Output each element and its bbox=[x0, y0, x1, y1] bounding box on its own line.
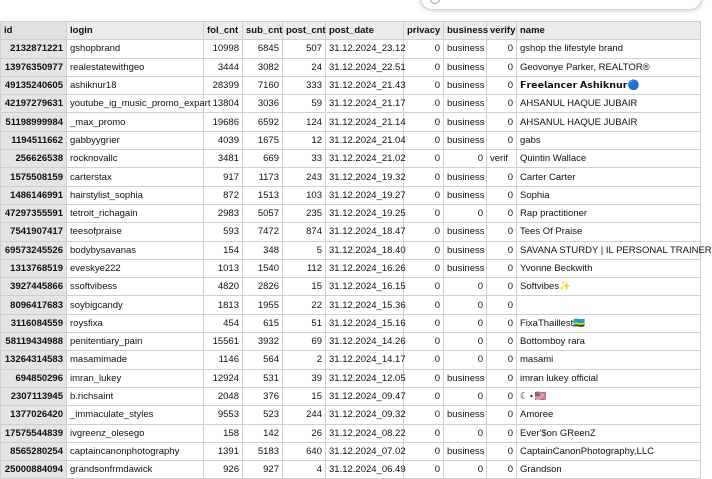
cell-login[interactable]: roysfixa bbox=[67, 314, 204, 332]
cell-name[interactable]: AHSANUL HAQUE JUBAIR bbox=[517, 113, 701, 131]
cell-sub-cnt[interactable]: 531 bbox=[243, 369, 283, 387]
table-row[interactable] bbox=[1, 406, 701, 424]
table-row[interactable] bbox=[1, 58, 701, 76]
cell-business[interactable]: 0 bbox=[444, 333, 487, 351]
cell-name[interactable] bbox=[517, 296, 701, 314]
cell-fol-cnt[interactable]: 2048 bbox=[204, 387, 243, 405]
table-row[interactable] bbox=[1, 40, 701, 58]
cell-post-cnt[interactable]: 33 bbox=[283, 150, 326, 168]
cell-sub-cnt[interactable]: 6845 bbox=[243, 40, 283, 58]
cell-post-cnt[interactable]: 15 bbox=[283, 278, 326, 296]
cell-verify[interactable]: 0 bbox=[487, 186, 517, 204]
table-row[interactable] bbox=[1, 387, 701, 405]
cell-privacy[interactable]: 0 bbox=[404, 442, 444, 460]
cell-privacy[interactable]: 0 bbox=[404, 314, 444, 332]
cell-sub-cnt[interactable]: 615 bbox=[243, 314, 283, 332]
cell-id[interactable]: 8096417683 bbox=[1, 296, 67, 314]
cell-post-date[interactable]: 31.12.2024_19.27 bbox=[326, 186, 404, 204]
cell-verify[interactable]: 0 bbox=[487, 58, 517, 76]
cell-login[interactable]: realestatewithgeo bbox=[67, 58, 204, 76]
cell-sub-cnt[interactable]: 1955 bbox=[243, 296, 283, 314]
cell-business[interactable]: 0 bbox=[444, 314, 487, 332]
cell-fol-cnt[interactable]: 9553 bbox=[204, 406, 243, 424]
column-header-post-cnt[interactable]: post_cnt bbox=[283, 22, 326, 40]
cell-fol-cnt[interactable]: 4820 bbox=[204, 278, 243, 296]
table-row[interactable] bbox=[1, 113, 701, 131]
cell-post-date[interactable]: 31.12.2024_21.14 bbox=[326, 113, 404, 131]
cell-privacy[interactable]: 0 bbox=[404, 40, 444, 58]
cell-post-cnt[interactable]: 26 bbox=[283, 424, 326, 442]
cell-id[interactable]: 47297355591 bbox=[1, 204, 67, 222]
cell-verify[interactable]: 0 bbox=[487, 406, 517, 424]
cell-id[interactable]: 69573245526 bbox=[1, 241, 67, 259]
cell-fol-cnt[interactable]: 10998 bbox=[204, 40, 243, 58]
cell-login[interactable]: gshopbrand bbox=[67, 40, 204, 58]
cell-fol-cnt[interactable]: 13804 bbox=[204, 95, 243, 113]
cell-post-cnt[interactable]: 22 bbox=[283, 296, 326, 314]
cell-privacy[interactable]: 0 bbox=[404, 131, 444, 149]
cell-login[interactable]: gabbyygrier bbox=[67, 131, 204, 149]
cell-verify[interactable]: 0 bbox=[487, 131, 517, 149]
cell-post-cnt[interactable]: 235 bbox=[283, 204, 326, 222]
cell-post-date[interactable]: 31.12.2024_22.51 bbox=[326, 58, 404, 76]
cell-privacy[interactable]: 0 bbox=[404, 241, 444, 259]
cell-post-date[interactable]: 31.12.2024_18.40 bbox=[326, 241, 404, 259]
cell-post-date[interactable]: 31.12.2024_21.04 bbox=[326, 131, 404, 149]
cell-id[interactable]: 8565280254 bbox=[1, 442, 67, 460]
cell-name[interactable]: Amoree bbox=[517, 406, 701, 424]
cell-post-date[interactable]: 31.12.2024_12.05 bbox=[326, 369, 404, 387]
column-header-name[interactable]: name bbox=[517, 22, 701, 40]
cell-post-cnt[interactable]: 59 bbox=[283, 95, 326, 113]
cell-login[interactable]: _immaculate_styles bbox=[67, 406, 204, 424]
cell-sub-cnt[interactable]: 7160 bbox=[243, 76, 283, 94]
cell-verify[interactable]: 0 bbox=[487, 76, 517, 94]
cell-fol-cnt[interactable]: 158 bbox=[204, 424, 243, 442]
cell-sub-cnt[interactable]: 669 bbox=[243, 150, 283, 168]
cell-privacy[interactable]: 0 bbox=[404, 406, 444, 424]
cell-post-date[interactable]: 31.12.2024_15.16 bbox=[326, 314, 404, 332]
table-row[interactable] bbox=[1, 223, 701, 241]
table-row[interactable] bbox=[1, 95, 701, 113]
cell-login[interactable]: ssoftvibess bbox=[67, 278, 204, 296]
cell-fol-cnt[interactable]: 4039 bbox=[204, 131, 243, 149]
cell-login[interactable]: youtube_ig_music_promo_expart bbox=[67, 95, 204, 113]
cell-post-cnt[interactable]: 244 bbox=[283, 406, 326, 424]
cell-sub-cnt[interactable]: 927 bbox=[243, 461, 283, 479]
cell-sub-cnt[interactable]: 6592 bbox=[243, 113, 283, 131]
cell-verify[interactable]: 0 bbox=[487, 113, 517, 131]
cell-post-date[interactable]: 31.12.2024_06.49 bbox=[326, 461, 404, 479]
cell-privacy[interactable]: 0 bbox=[404, 204, 444, 222]
header-row bbox=[1, 22, 701, 40]
cell-post-date[interactable]: 31.12.2024_09.32 bbox=[326, 406, 404, 424]
cell-name[interactable]: Tees Of Praise bbox=[517, 223, 701, 241]
cell-fol-cnt[interactable]: 3481 bbox=[204, 150, 243, 168]
cell-privacy[interactable]: 0 bbox=[404, 461, 444, 479]
cell-business[interactable]: business bbox=[444, 168, 487, 186]
spreadsheet-grid bbox=[0, 21, 712, 476]
column-header-business[interactable]: business bbox=[444, 22, 487, 40]
cell-name[interactable]: 𝗙𝗿𝗲𝗲𝗹𝗮𝗻𝗰𝗲𝗿 𝗔𝘀𝗵𝗶𝗸𝗻𝘂𝗿🔵 bbox=[517, 76, 701, 94]
cell-post-cnt[interactable]: 112 bbox=[283, 259, 326, 277]
cell-login[interactable]: carterstax bbox=[67, 168, 204, 186]
cell-privacy[interactable]: 0 bbox=[404, 369, 444, 387]
cell-name[interactable]: gabs bbox=[517, 131, 701, 149]
cell-login[interactable]: eveskye222 bbox=[67, 259, 204, 277]
cell-privacy[interactable]: 0 bbox=[404, 387, 444, 405]
cell-post-cnt[interactable]: 15 bbox=[283, 387, 326, 405]
cell-verify[interactable]: 0 bbox=[487, 351, 517, 369]
cell-business[interactable]: business bbox=[444, 186, 487, 204]
table-row[interactable] bbox=[1, 442, 701, 460]
cell-name[interactable]: Bottomboy rara bbox=[517, 333, 701, 351]
cell-post-date[interactable]: 31.12.2024_23.12 bbox=[326, 40, 404, 58]
cell-privacy[interactable]: 0 bbox=[404, 58, 444, 76]
cell-fol-cnt[interactable]: 872 bbox=[204, 186, 243, 204]
cell-id[interactable]: 3927445866 bbox=[1, 278, 67, 296]
cell-sub-cnt[interactable]: 564 bbox=[243, 351, 283, 369]
cell-name[interactable]: Ever'$on GReenZ bbox=[517, 424, 701, 442]
cell-name[interactable]: Rap practitioner bbox=[517, 204, 701, 222]
cell-post-cnt[interactable]: 243 bbox=[283, 168, 326, 186]
cell-verify[interactable]: 0 bbox=[487, 95, 517, 113]
cell-name[interactable]: FixaThaillest🇷🇼 bbox=[517, 314, 701, 332]
cell-post-cnt[interactable]: 4 bbox=[283, 461, 326, 479]
cell-post-cnt[interactable]: 24 bbox=[283, 58, 326, 76]
cell-id[interactable]: 13264314583 bbox=[1, 351, 67, 369]
cell-verify[interactable]: 0 bbox=[487, 259, 517, 277]
cell-name[interactable]: imran lukey official bbox=[517, 369, 701, 387]
cell-post-cnt[interactable]: 640 bbox=[283, 442, 326, 460]
cell-post-date[interactable]: 31.12.2024_07.02 bbox=[326, 442, 404, 460]
cell-login[interactable]: soybigcandy bbox=[67, 296, 204, 314]
cell-post-date[interactable]: 31.12.2024_19.25 bbox=[326, 204, 404, 222]
cell-post-cnt[interactable]: 51 bbox=[283, 314, 326, 332]
cell-login[interactable]: ivgreenz_olesego bbox=[67, 424, 204, 442]
cell-sub-cnt[interactable]: 1540 bbox=[243, 259, 283, 277]
cell-business[interactable]: business bbox=[444, 113, 487, 131]
search-icon bbox=[430, 0, 440, 4]
cell-privacy[interactable]: 0 bbox=[404, 150, 444, 168]
table-row[interactable] bbox=[1, 424, 701, 442]
cell-verify[interactable]: 0 bbox=[487, 223, 517, 241]
cell-login[interactable]: _max_promo bbox=[67, 113, 204, 131]
cell-business[interactable]: 0 bbox=[444, 461, 487, 479]
cell-name[interactable]: masami bbox=[517, 351, 701, 369]
cell-sub-cnt[interactable]: 376 bbox=[243, 387, 283, 405]
column-header-login[interactable]: login bbox=[67, 22, 204, 40]
cell-fol-cnt[interactable]: 1146 bbox=[204, 351, 243, 369]
cell-post-date[interactable]: 31.12.2024_14.17 bbox=[326, 351, 404, 369]
cell-sub-cnt[interactable]: 1513 bbox=[243, 186, 283, 204]
cell-sub-cnt[interactable]: 523 bbox=[243, 406, 283, 424]
table-row[interactable] bbox=[1, 351, 701, 369]
cell-business[interactable]: business bbox=[444, 40, 487, 58]
cell-id[interactable]: 3116084559 bbox=[1, 314, 67, 332]
cell-business[interactable]: business bbox=[444, 259, 487, 277]
cell-id[interactable]: 256626538 bbox=[1, 150, 67, 168]
cell-login[interactable]: bodybysavanas bbox=[67, 241, 204, 259]
table-row[interactable] bbox=[1, 333, 701, 351]
cell-name[interactable]: SAVANA STURDY | IL PERSONAL TRAINER bbox=[517, 241, 701, 259]
cell-fol-cnt[interactable]: 454 bbox=[204, 314, 243, 332]
cell-verify[interactable]: 0 bbox=[487, 387, 517, 405]
cell-privacy[interactable]: 0 bbox=[404, 113, 444, 131]
cell-sub-cnt[interactable]: 348 bbox=[243, 241, 283, 259]
cell-post-cnt[interactable]: 12 bbox=[283, 131, 326, 149]
column-header-fol-cnt[interactable]: fol_cnt bbox=[204, 22, 243, 40]
table-row[interactable] bbox=[1, 168, 701, 186]
cell-business[interactable]: business bbox=[444, 223, 487, 241]
cell-sub-cnt[interactable]: 7472 bbox=[243, 223, 283, 241]
cell-login[interactable]: captaincanonphotography bbox=[67, 442, 204, 460]
cell-business[interactable]: business bbox=[444, 76, 487, 94]
cell-post-cnt[interactable]: 124 bbox=[283, 113, 326, 131]
cell-privacy[interactable]: 0 bbox=[404, 76, 444, 94]
cell-id[interactable]: 58119434988 bbox=[1, 333, 67, 351]
cell-id[interactable]: 1313768519 bbox=[1, 259, 67, 277]
cell-business[interactable]: 0 bbox=[444, 296, 487, 314]
cell-name[interactable]: AHSANUL HAQUE JUBAIR bbox=[517, 95, 701, 113]
cell-verify[interactable]: 0 bbox=[487, 369, 517, 387]
cell-business[interactable]: business bbox=[444, 406, 487, 424]
column-header-post-date[interactable]: post_date bbox=[326, 22, 404, 40]
cell-name[interactable]: ☾⋆🇺🇸 bbox=[517, 387, 701, 405]
cell-sub-cnt[interactable]: 5057 bbox=[243, 204, 283, 222]
table-row[interactable] bbox=[1, 76, 701, 94]
cell-privacy[interactable]: 0 bbox=[404, 186, 444, 204]
cell-sub-cnt[interactable]: 5183 bbox=[243, 442, 283, 460]
cell-privacy[interactable]: 0 bbox=[404, 351, 444, 369]
cell-name[interactable]: Grandson bbox=[517, 461, 701, 479]
cell-login[interactable]: masamimade bbox=[67, 351, 204, 369]
column-header-verify[interactable]: verify bbox=[487, 22, 517, 40]
cell-privacy[interactable]: 0 bbox=[404, 278, 444, 296]
cell-fol-cnt[interactable]: 593 bbox=[204, 223, 243, 241]
cell-business[interactable]: 0 bbox=[444, 351, 487, 369]
column-header-id[interactable]: id bbox=[1, 22, 67, 40]
cell-sub-cnt[interactable]: 3036 bbox=[243, 95, 283, 113]
cell-verify[interactable]: 0 bbox=[487, 461, 517, 479]
cell-name[interactable]: Geovonye Parker, REALTOR® bbox=[517, 58, 701, 76]
table-row[interactable] bbox=[1, 296, 701, 314]
cell-post-date[interactable]: 31.12.2024_21.17 bbox=[326, 95, 404, 113]
cell-id[interactable]: 2132871221 bbox=[1, 40, 67, 58]
cell-verify[interactable]: 0 bbox=[487, 40, 517, 58]
cell-verify[interactable]: 0 bbox=[487, 168, 517, 186]
table-row[interactable] bbox=[1, 314, 701, 332]
cell-business[interactable]: business bbox=[444, 131, 487, 149]
cell-id[interactable]: 51198999984 bbox=[1, 113, 67, 131]
cell-sub-cnt[interactable]: 1675 bbox=[243, 131, 283, 149]
cell-business[interactable]: business bbox=[444, 369, 487, 387]
top-strip bbox=[0, 0, 690, 20]
cell-post-cnt[interactable]: 69 bbox=[283, 333, 326, 351]
cell-privacy[interactable]: 0 bbox=[404, 424, 444, 442]
table-row[interactable] bbox=[1, 259, 701, 277]
cell-sub-cnt[interactable]: 3082 bbox=[243, 58, 283, 76]
cell-login[interactable]: penitentiary_pain bbox=[67, 333, 204, 351]
cell-id[interactable]: 1575508159 bbox=[1, 168, 67, 186]
column-header-sub-cnt[interactable]: sub_cnt bbox=[243, 22, 283, 40]
cell-verify[interactable]: 0 bbox=[487, 296, 517, 314]
cell-name[interactable]: Quintin Wallace bbox=[517, 150, 701, 168]
cell-id[interactable]: 1377026420 bbox=[1, 406, 67, 424]
cell-id[interactable]: 1194511662 bbox=[1, 131, 67, 149]
search-field[interactable] bbox=[420, 0, 702, 10]
cell-privacy[interactable]: 0 bbox=[404, 168, 444, 186]
cell-login[interactable]: ashiknur18 bbox=[67, 76, 204, 94]
cell-business[interactable]: 0 bbox=[444, 424, 487, 442]
cell-verify[interactable]: 0 bbox=[487, 204, 517, 222]
cell-name[interactable]: CaptainCanonPhotography,LLC bbox=[517, 442, 701, 460]
cell-fol-cnt[interactable]: 926 bbox=[204, 461, 243, 479]
cell-post-date[interactable]: 31.12.2024_21.43 bbox=[326, 76, 404, 94]
cell-post-date[interactable]: 31.12.2024_18.47 bbox=[326, 223, 404, 241]
cell-privacy[interactable]: 0 bbox=[404, 259, 444, 277]
cell-post-date[interactable]: 31.12.2024_16.15 bbox=[326, 278, 404, 296]
cell-privacy[interactable]: 0 bbox=[404, 333, 444, 351]
cell-business[interactable]: business bbox=[444, 442, 487, 460]
table-row[interactable] bbox=[1, 461, 701, 479]
cell-post-date[interactable]: 31.12.2024_16.26 bbox=[326, 259, 404, 277]
cell-post-date[interactable]: 31.12.2024_14.26 bbox=[326, 333, 404, 351]
cell-fol-cnt[interactable]: 1813 bbox=[204, 296, 243, 314]
cell-name[interactable]: Yvonne Beckwith bbox=[517, 259, 701, 277]
cell-fol-cnt[interactable]: 1013 bbox=[204, 259, 243, 277]
cell-verify[interactable]: 0 bbox=[487, 278, 517, 296]
cell-post-date[interactable]: 31.12.2024_08.22 bbox=[326, 424, 404, 442]
cell-verify[interactable]: verif bbox=[487, 150, 517, 168]
cell-fol-cnt[interactable]: 19686 bbox=[204, 113, 243, 131]
cell-post-cnt[interactable]: 2 bbox=[283, 351, 326, 369]
cell-login[interactable]: teesofpraise bbox=[67, 223, 204, 241]
cell-fol-cnt[interactable]: 917 bbox=[204, 168, 243, 186]
cell-fol-cnt[interactable]: 1391 bbox=[204, 442, 243, 460]
cell-name[interactable]: Sophia bbox=[517, 186, 701, 204]
cell-fol-cnt[interactable]: 154 bbox=[204, 241, 243, 259]
cell-business[interactable]: 0 bbox=[444, 387, 487, 405]
cell-login[interactable]: imran_lukey bbox=[67, 369, 204, 387]
cell-id[interactable]: 7541907417 bbox=[1, 223, 67, 241]
cell-verify[interactable]: 0 bbox=[487, 241, 517, 259]
cell-login[interactable]: hairstylist_sophia bbox=[67, 186, 204, 204]
table-row[interactable] bbox=[1, 131, 701, 149]
cell-fol-cnt[interactable]: 3444 bbox=[204, 58, 243, 76]
table-row[interactable] bbox=[1, 204, 701, 222]
cell-fol-cnt[interactable]: 12924 bbox=[204, 369, 243, 387]
cell-name[interactable]: gshop the lifestyle brand bbox=[517, 40, 701, 58]
cell-id[interactable]: 694850296 bbox=[1, 369, 67, 387]
cell-sub-cnt[interactable]: 3932 bbox=[243, 333, 283, 351]
cell-login[interactable]: b.richsaint bbox=[67, 387, 204, 405]
cell-fol-cnt[interactable]: 15561 bbox=[204, 333, 243, 351]
cell-post-cnt[interactable]: 39 bbox=[283, 369, 326, 387]
cell-id[interactable]: 42197279631 bbox=[1, 95, 67, 113]
table-row[interactable] bbox=[1, 369, 701, 387]
cell-privacy[interactable]: 0 bbox=[404, 296, 444, 314]
cell-business[interactable]: 0 bbox=[444, 278, 487, 296]
cell-name[interactable]: Carter Carter bbox=[517, 168, 701, 186]
cell-post-date[interactable]: 31.12.2024_21.02 bbox=[326, 150, 404, 168]
cell-business[interactable]: 0 bbox=[444, 204, 487, 222]
cell-id[interactable]: 49135240605 bbox=[1, 76, 67, 94]
data-table bbox=[0, 21, 712, 479]
cell-post-date[interactable]: 31.12.2024_19.32 bbox=[326, 168, 404, 186]
cell-id[interactable]: 25000884094 bbox=[1, 461, 67, 479]
cell-verify[interactable]: 0 bbox=[487, 333, 517, 351]
cell-id[interactable]: 13976350977 bbox=[1, 58, 67, 76]
cell-business[interactable]: 0 bbox=[444, 150, 487, 168]
cell-business[interactable]: business bbox=[444, 58, 487, 76]
table-row[interactable] bbox=[1, 241, 701, 259]
cell-sub-cnt[interactable]: 2826 bbox=[243, 278, 283, 296]
cell-post-date[interactable]: 31.12.2024_15.36 bbox=[326, 296, 404, 314]
cell-post-date[interactable]: 31.12.2024_09.47 bbox=[326, 387, 404, 405]
cell-fol-cnt[interactable]: 28399 bbox=[204, 76, 243, 94]
cell-privacy[interactable]: 0 bbox=[404, 223, 444, 241]
cell-id[interactable]: 2307113945 bbox=[1, 387, 67, 405]
cell-verify[interactable]: 0 bbox=[487, 314, 517, 332]
cell-name[interactable]: Softvibes✨ bbox=[517, 278, 701, 296]
cell-privacy[interactable]: 0 bbox=[404, 95, 444, 113]
cell-verify[interactable]: 0 bbox=[487, 424, 517, 442]
cell-fol-cnt[interactable]: 2983 bbox=[204, 204, 243, 222]
cell-login[interactable]: rocknovallc bbox=[67, 150, 204, 168]
table-body bbox=[1, 40, 712, 479]
cell-post-cnt[interactable]: 507 bbox=[283, 40, 326, 58]
cell-login[interactable]: tetroit_richagain bbox=[67, 204, 204, 222]
cell-post-cnt[interactable]: 103 bbox=[283, 186, 326, 204]
cell-business[interactable]: business bbox=[444, 241, 487, 259]
cell-verify[interactable]: 0 bbox=[487, 442, 517, 460]
cell-sub-cnt[interactable]: 142 bbox=[243, 424, 283, 442]
cell-id[interactable]: 1486146991 bbox=[1, 186, 67, 204]
cell-login[interactable]: grandsonfrmdawick bbox=[67, 461, 204, 479]
cell-post-cnt[interactable]: 333 bbox=[283, 76, 326, 94]
cell-sub-cnt[interactable]: 1173 bbox=[243, 168, 283, 186]
table-row[interactable] bbox=[1, 186, 701, 204]
cell-business[interactable]: business bbox=[444, 95, 487, 113]
cell-post-cnt[interactable]: 874 bbox=[283, 223, 326, 241]
cell-post-cnt[interactable]: 5 bbox=[283, 241, 326, 259]
table-row[interactable] bbox=[1, 150, 701, 168]
column-header-privacy[interactable]: privacy bbox=[404, 22, 444, 40]
table-row[interactable] bbox=[1, 278, 701, 296]
cell-id[interactable]: 17575544839 bbox=[1, 424, 67, 442]
